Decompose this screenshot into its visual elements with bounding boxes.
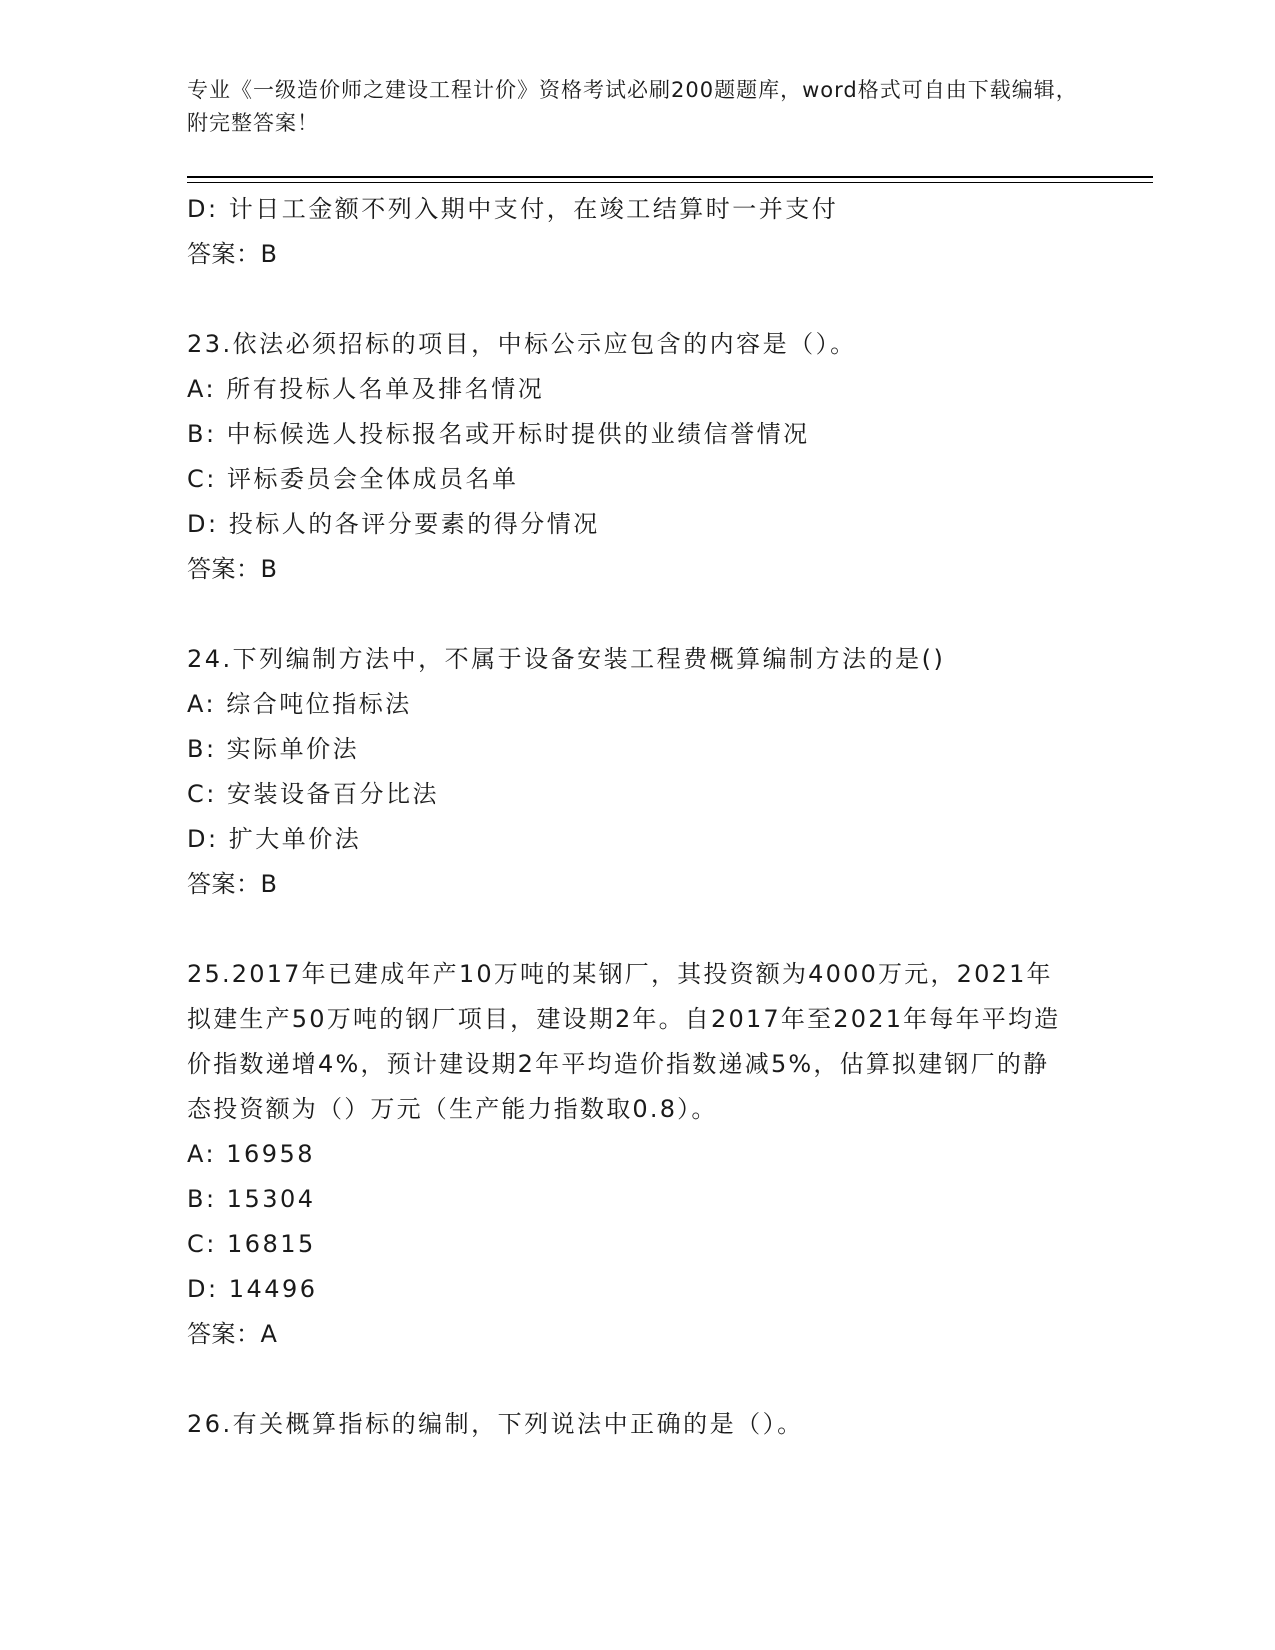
q24-option-c: C: 安装设备百分比法 [187,780,439,808]
q25-option-a: A: 16958 [187,1140,316,1168]
q25-option-b: B: 15304 [187,1185,316,1213]
q24-option-a: A: 综合吨位指标法 [187,690,412,718]
q23-option-d: D: 投标人的各评分要素的得分情况 [187,510,600,538]
spacer [187,592,1097,637]
q22-answer: 答案：B [187,240,278,268]
q24-option-b: B: 实际单价法 [187,735,360,763]
document-body [187,187,1097,1447]
header-rule-thick [187,176,1153,178]
header-rule-thin [187,182,1153,183]
q25-option-d: D: 14496 [187,1275,318,1303]
q25-answer: 答案：A [187,1320,278,1348]
q23-stem: 23.依法必须招标的项目，中标公示应包含的内容是（）。 [187,330,857,358]
q26-stem: 26.有关概算指标的编制，下列说法中正确的是（）。 [187,1410,804,1438]
q24-stem: 24.下列编制方法中，不属于设备安装工程费概算编制方法的是() [187,645,946,673]
q24-option-d: D: 扩大单价法 [187,825,362,853]
q24-answer: 答案：B [187,870,278,898]
q23-answer: 答案：B [187,555,278,583]
page-header: 专业《一级造价师之建设工程计价》资格考试必刷200题题库，word格式可自由下载编辑，附完整答案！ [187,78,1078,135]
q23-option-c: C: 评标委员会全体成员名单 [187,465,519,493]
q22-option-d: D: 计日工金额不列入期中支付，在竣工结算时一并支付 [187,195,839,223]
q25-option-c: C: 16815 [187,1230,316,1258]
q23-option-a: A: 所有投标人名单及排名情况 [187,375,545,403]
spacer [187,907,1097,952]
q23-option-b: B: 中标候选人投标报名或开标时提供的业绩信誉情况 [187,420,810,448]
q25-stem: 25.2017年已建成年产10万吨的某钢厂，其投资额为4000万元，2021年拟建生产50万吨的钢厂项目，建设期2年。自2017年至2021年每年平均造价指数递增4%，预计建设期2年平均造价指数递减5%，估算拟建钢厂的静态投资额为（）万元（生产能力指数取0.8）。 [187,960,1061,1123]
spacer [187,277,1097,322]
spacer [187,1357,1097,1402]
